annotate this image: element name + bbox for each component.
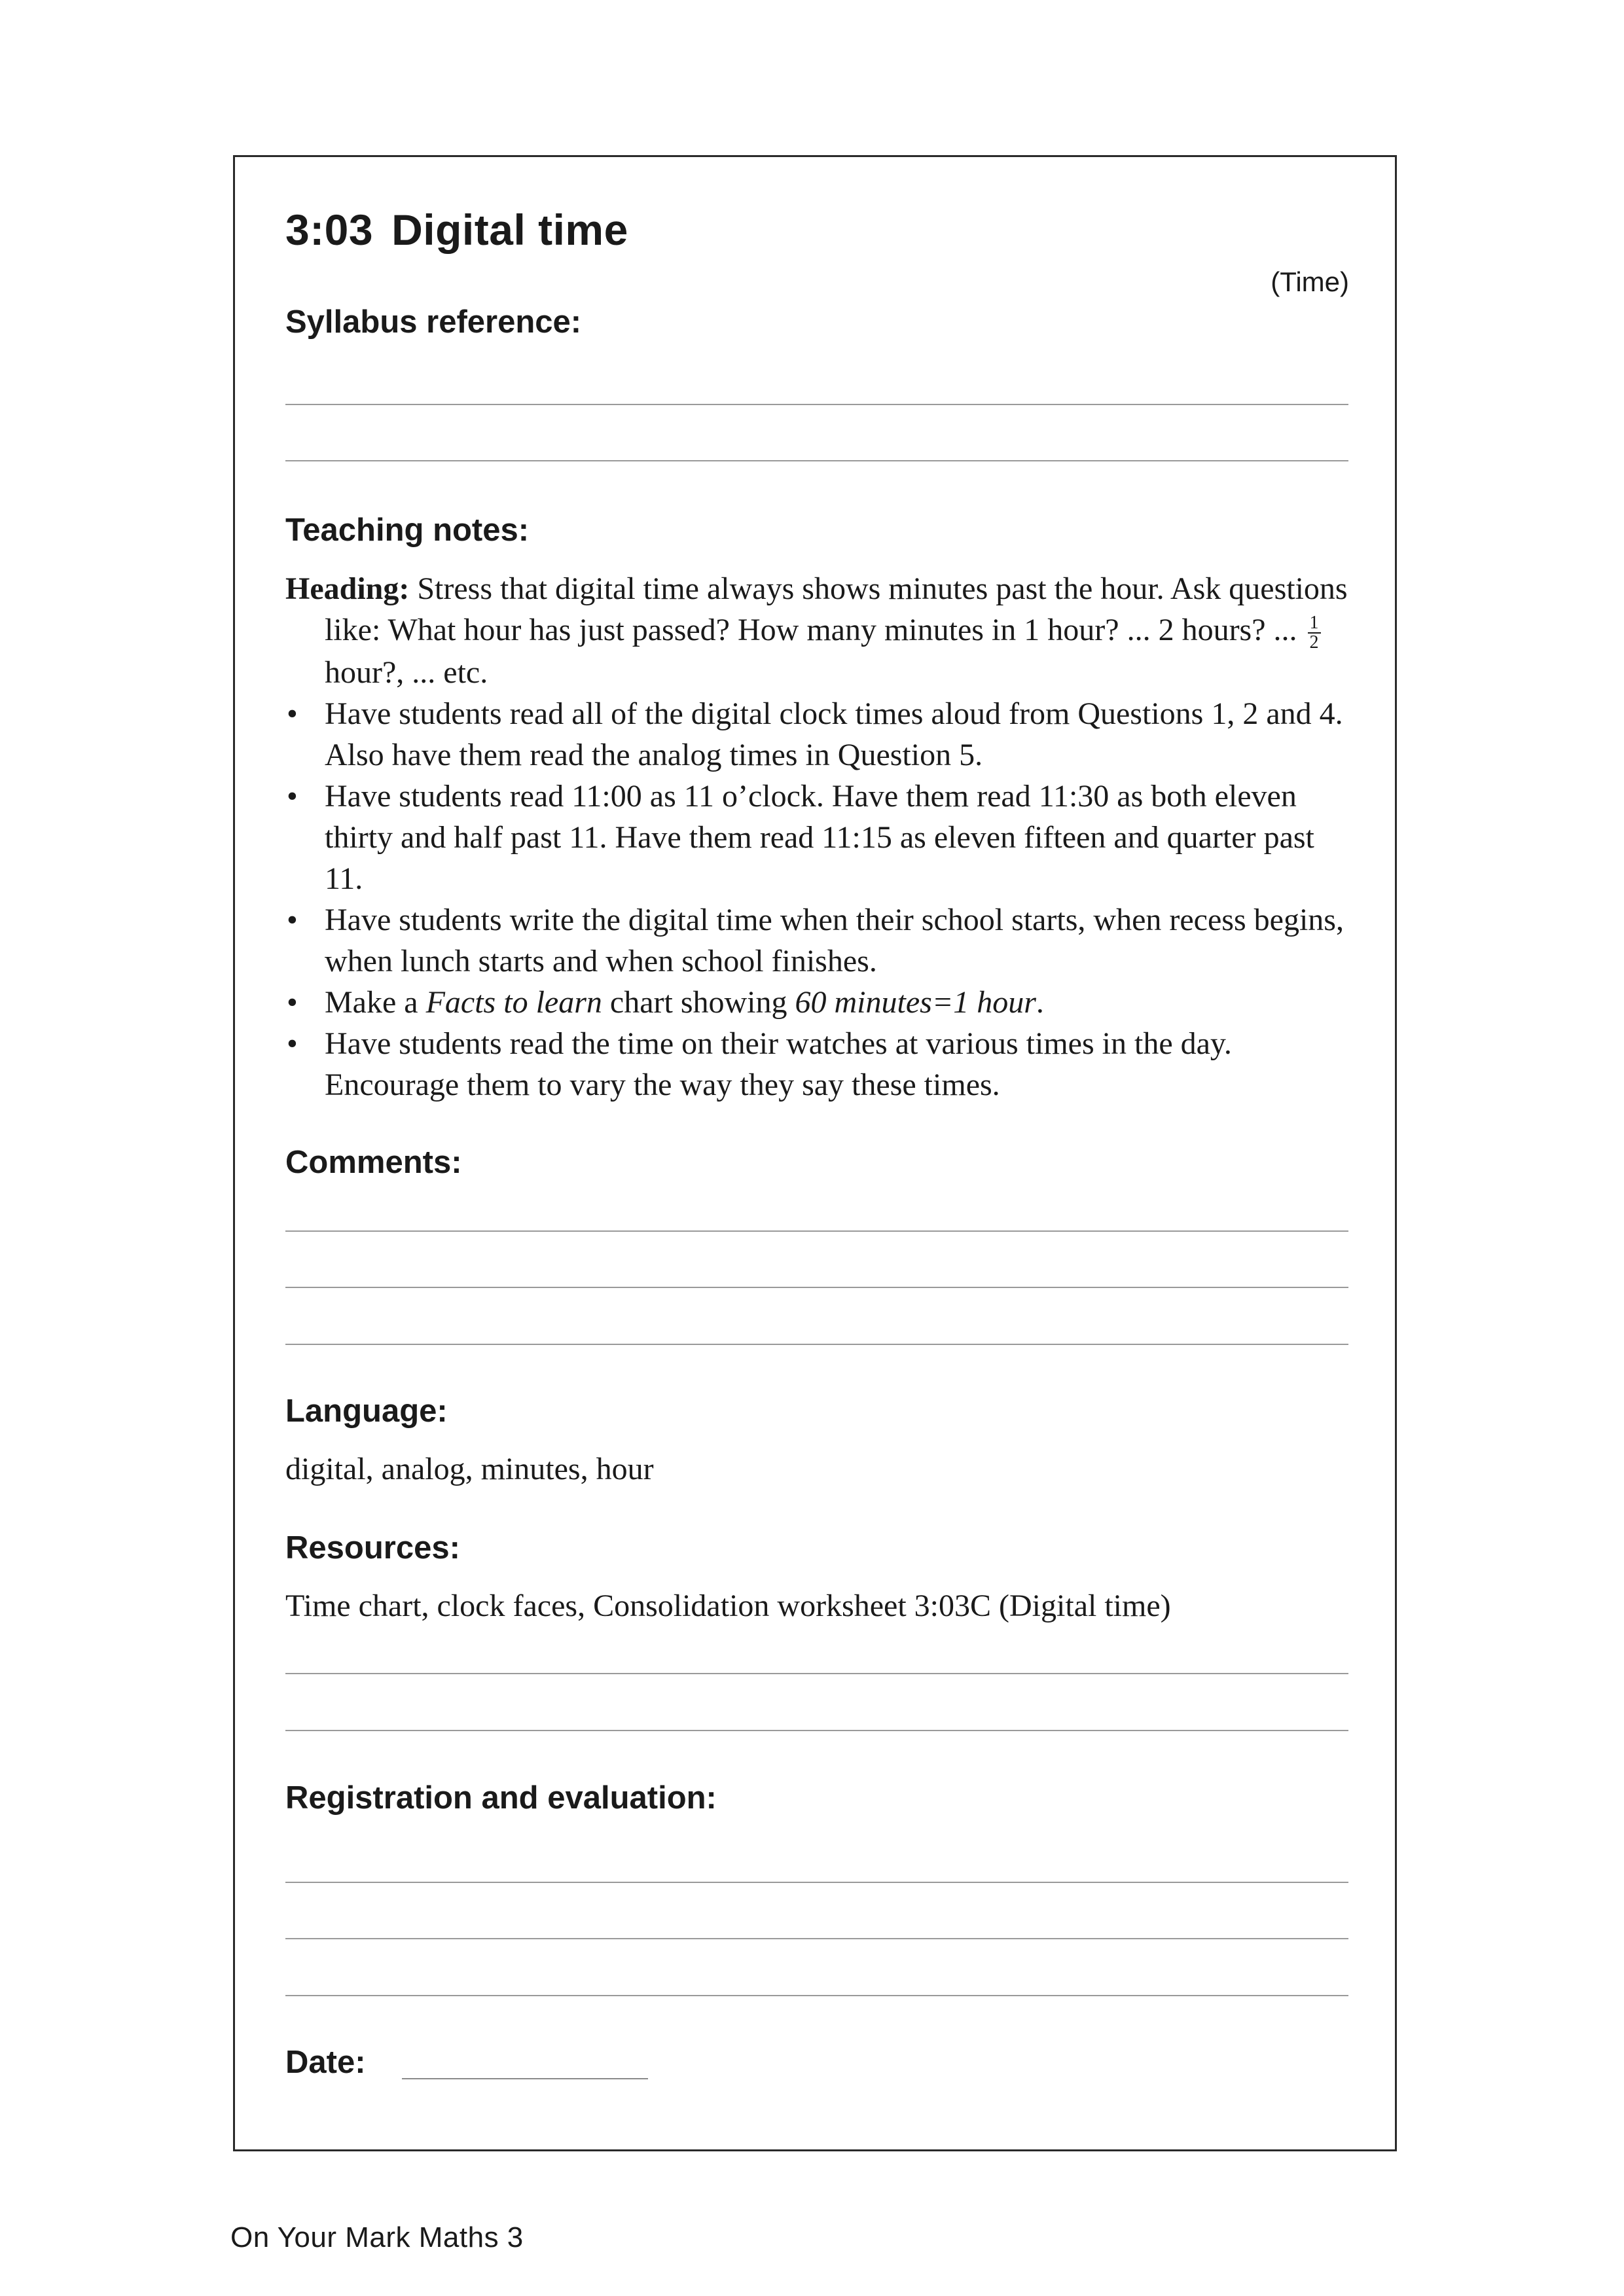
registration-line-2 — [285, 1938, 1348, 1939]
comments-line-1 — [285, 1230, 1348, 1232]
minutes-hour-text: 60 minutes=1 hour — [795, 985, 1036, 1020]
half-fraction — [1308, 614, 1321, 652]
date-line — [402, 2078, 648, 2079]
registration-line-1 — [285, 1882, 1348, 1883]
comments-heading: Comments: — [285, 1145, 462, 1180]
resources-line-1 — [285, 1673, 1348, 1674]
teaching-notes-heading: Teaching notes: — [285, 512, 530, 548]
bullet-icon: • — [287, 696, 298, 731]
fraction-numerator: 1 — [1308, 614, 1321, 634]
language-heading: Language: — [285, 1393, 448, 1429]
resources-text: Time chart, clock faces, Consolidation worksheet 3:03C (Digital time) — [285, 1588, 1171, 1623]
comments-line-3 — [285, 1344, 1348, 1345]
bullet-icon: • — [287, 985, 298, 1020]
comments-line-2 — [285, 1287, 1348, 1288]
footer-text: On Your Mark Maths 3 — [230, 2221, 524, 2253]
list-item-text: Have students write the digital time when their school starts, when recess begins, when lunch starts and when school finishes. — [325, 903, 1344, 978]
heading-text-2: hour?, ... etc. — [325, 655, 488, 690]
resources-line-2 — [285, 1730, 1348, 1731]
fraction-denominator: 2 — [1309, 632, 1319, 653]
list-item-text: Have students read all of the digital clock times aloud from Questions 1, 2 and 4. Also have them read the analog times in Question 5. — [325, 696, 1343, 772]
list-item — [285, 1023, 1359, 1105]
list-item-text: chart showing — [602, 985, 795, 1020]
topic-label: (Time) — [1271, 266, 1349, 297]
heading-text-1: Stress that digital time always shows minutes past the hour. Ask questions like: What hour has just passed? How many minutes in 1 hour? ... 2 hours? ... — [325, 571, 1348, 647]
bullet-icon: • — [287, 903, 298, 937]
list-item — [285, 693, 1359, 776]
notes-heading-paragraph — [285, 568, 1359, 693]
registration-heading: Registration and evaluation: — [285, 1780, 717, 1816]
syllabus-line-2 — [285, 460, 1348, 461]
list-item — [285, 776, 1359, 899]
list-item — [285, 899, 1359, 982]
list-item — [285, 982, 1359, 1023]
syllabus-heading: Syllabus reference: — [285, 304, 582, 340]
bullet-icon: • — [287, 779, 298, 814]
date-heading: Date: — [285, 2045, 366, 2080]
list-item-text: . — [1036, 985, 1044, 1020]
page-title — [285, 206, 628, 254]
list-item-text: Have students read 11:00 as 11 o’clock. Have them read 11:30 as both eleven thirty and half past 11. Have them read 11:15 as eleven fifteen and quarter past 11. — [325, 779, 1314, 896]
list-item-text: Have students read the time on their watches at various times in the day. Encourage them to vary the way they say these times. — [325, 1026, 1232, 1102]
registration-line-3 — [285, 1995, 1348, 1996]
bullet-icon: • — [287, 1026, 298, 1061]
teaching-notes-list — [285, 568, 1359, 1105]
list-item-text: Make a — [325, 985, 426, 1020]
heading-label: Heading: — [285, 571, 410, 606]
lesson-number: 3:03 — [285, 206, 374, 254]
lesson-title: Digital time — [391, 206, 628, 254]
language-text: digital, analog, minutes, hour — [285, 1452, 654, 1486]
resources-heading: Resources: — [285, 1530, 460, 1566]
facts-to-learn-text: Facts to learn — [425, 985, 602, 1020]
syllabus-line-1 — [285, 404, 1348, 405]
